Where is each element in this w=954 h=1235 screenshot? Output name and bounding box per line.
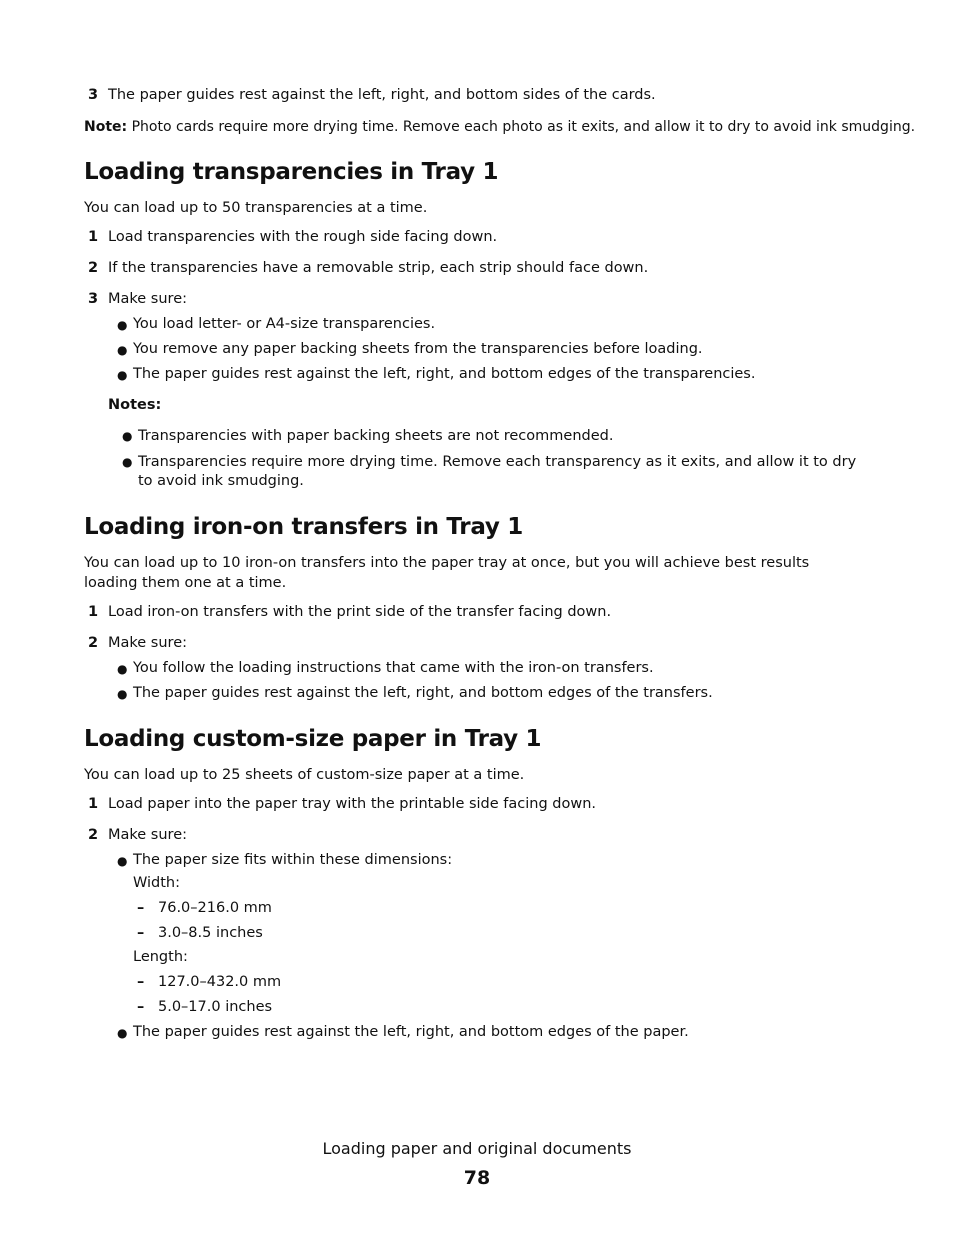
section-intro: You can load up to 25 sheets of custom-size paper at a time. [84,767,525,783]
note-label: Note: [84,119,128,135]
step-number: 1 [88,604,99,620]
bullet-icon: ● [122,429,133,443]
dash-icon: – [137,900,145,916]
bullet-icon: ● [122,455,133,469]
step-text: Load iron-on transfers with the print side of the transfer facing down. [108,604,612,620]
list-item: Transparencies require more drying time. Remove each transparency as it exits, and allow it to dry to avoid ink smudging. [138,454,857,489]
list-item: You follow the loading instructions that came with the iron-on transfers. [133,660,654,676]
bullet-icon: ● [117,318,128,332]
step-number: 2 [88,260,99,276]
list-item: Transparencies with paper backing sheets are not recommended. [138,428,614,444]
section-heading-iron-on: Loading iron-on transfers in Tray 1 [84,514,523,540]
dash-icon: – [137,974,145,990]
bullet-icon: ● [117,854,128,868]
bullet-icon: ● [117,662,128,676]
section-heading-transparencies: Loading transparencies in Tray 1 [84,159,499,185]
width-label: Width: [133,875,181,891]
step-text: Load transparencies with the rough side facing down. [108,229,498,245]
dimension-value: 76.0–216.0 mm [158,900,272,916]
dash-icon: – [137,999,145,1015]
footer-chapter-title: Loading paper and original documents [322,1139,632,1158]
bullet-icon: ● [117,687,128,701]
dash-icon: – [137,925,145,941]
step-text: If the transparencies have a removable strip, each strip should face down. [108,260,649,276]
notes-label: Notes: [108,397,162,413]
bullet-icon: ● [117,343,128,357]
section-intro: You can load up to 50 transparencies at a time. [84,200,428,216]
dimension-value: 127.0–432.0 mm [158,974,282,990]
note-paragraph [84,117,916,137]
step-number: 3 [88,291,99,307]
section-heading-custom-size: Loading custom-size paper in Tray 1 [84,726,542,752]
step-number: 1 [88,229,99,245]
step-number: 1 [88,796,99,812]
step-text: The paper guides rest against the left, right, and bottom sides of the cards. [108,87,656,103]
note-text: Photo cards require more drying time. Remove each photo as it exits, and allow it to dry to avoid ink smudging. [127,119,916,135]
length-label: Length: [133,949,188,965]
page-number: 78 [463,1167,491,1189]
step-number: 2 [88,635,99,651]
dimension-value: 5.0–17.0 inches [158,999,273,1015]
step-number: 3 [88,87,99,103]
bullet-icon: ● [117,1026,128,1040]
section-intro: You can load up to 10 iron-on transfers into the paper tray at once, but you will achieve best results loading them one at a time. [84,555,810,591]
list-item: You remove any paper backing sheets from the transparencies before loading. [133,341,703,357]
list-item: The paper size fits within these dimensions: [133,852,453,868]
step-text: Make sure: [108,635,187,651]
step-text: Make sure: [108,291,187,307]
dimension-value: 3.0–8.5 inches [158,925,263,941]
step-text: Make sure: [108,827,187,843]
step-number: 2 [88,827,99,843]
step-text: Load paper into the paper tray with the printable side facing down. [108,796,597,812]
list-item: The paper guides rest against the left, right, and bottom edges of the paper. [133,1024,689,1040]
list-item: The paper guides rest against the left, right, and bottom edges of the transparencies. [133,366,756,382]
list-item: You load letter- or A4-size transparencies. [133,316,436,332]
bullet-icon: ● [117,368,128,382]
list-item: The paper guides rest against the left, right, and bottom edges of the transfers. [133,685,713,701]
